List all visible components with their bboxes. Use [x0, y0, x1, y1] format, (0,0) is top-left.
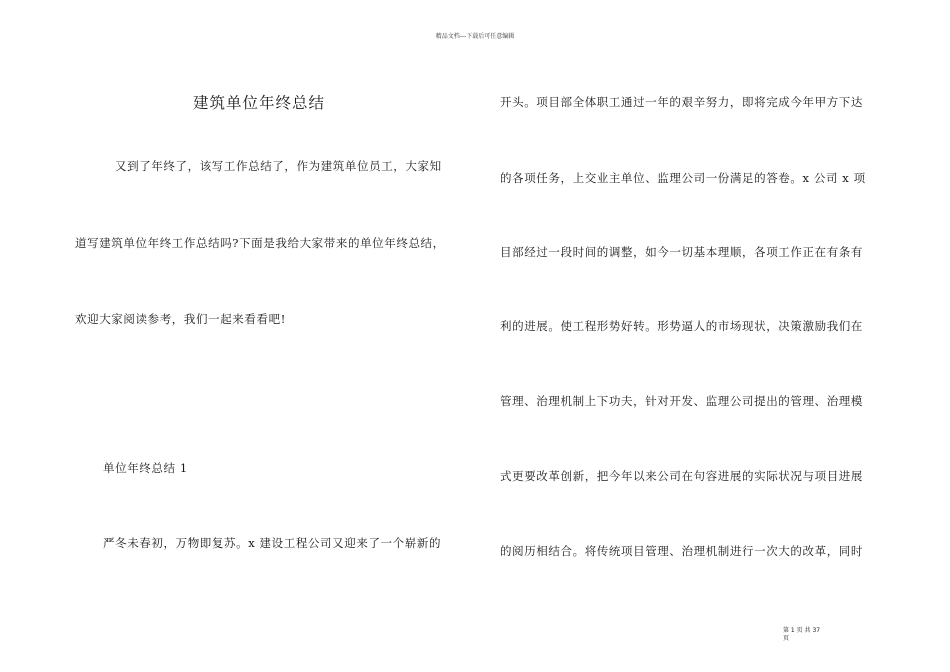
page-header: 精品文档---下载后可任意编辑 — [435, 33, 515, 40]
intro-line-2: 道写建筑单位年终工作总结吗?下面是我给大家带来的单位年终总结， — [75, 236, 445, 250]
right-line-1: 开头。项目部全体职工通过一年的艰辛努力，即将完成今年甲方下达 — [500, 95, 863, 109]
document-title: 建筑单位年终总结 — [193, 94, 326, 112]
right-line-4: 利的进展。使工程形势好转。形势逼人的市场现状，决策激励我们在 — [500, 319, 863, 333]
right-line-2: 的各项任务，上交业主单位、监理公司一份满足的答卷。x 公司 x 项 — [500, 171, 866, 185]
right-line-6: 式更要改革创新，把今年以来公司在句容进展的实际状况与项目进展 — [500, 469, 863, 483]
page-number — [783, 627, 820, 643]
intro-line-3: 欢迎大家阅读参考，我们一起来看看吧! — [75, 312, 286, 326]
page-number-line-2: 页 — [783, 635, 790, 642]
section-first-line: 严冬未春初，万物即复苏。x 建设工程公司又迎来了一个崭新的 — [103, 536, 442, 550]
right-line-7: 的阅历相结合。将传统项目管理、治理机制进行一次大的改革，同时 — [500, 544, 863, 558]
right-line-5: 管理、治理机制上下功夫，针对开发、监理公司提出的管理、治理模 — [500, 394, 863, 408]
section-heading: 单位年终总结 1 — [103, 461, 188, 475]
page-number-line-1: 第 1 页 共 37 — [783, 627, 821, 634]
intro-line-1: 又到了年终了，该写工作总结了，作为建筑单位员工，大家知 — [115, 159, 442, 173]
right-line-3: 目部经过一段时间的调整，如今一切基本理顺，各项工作正在有条有 — [500, 245, 863, 259]
